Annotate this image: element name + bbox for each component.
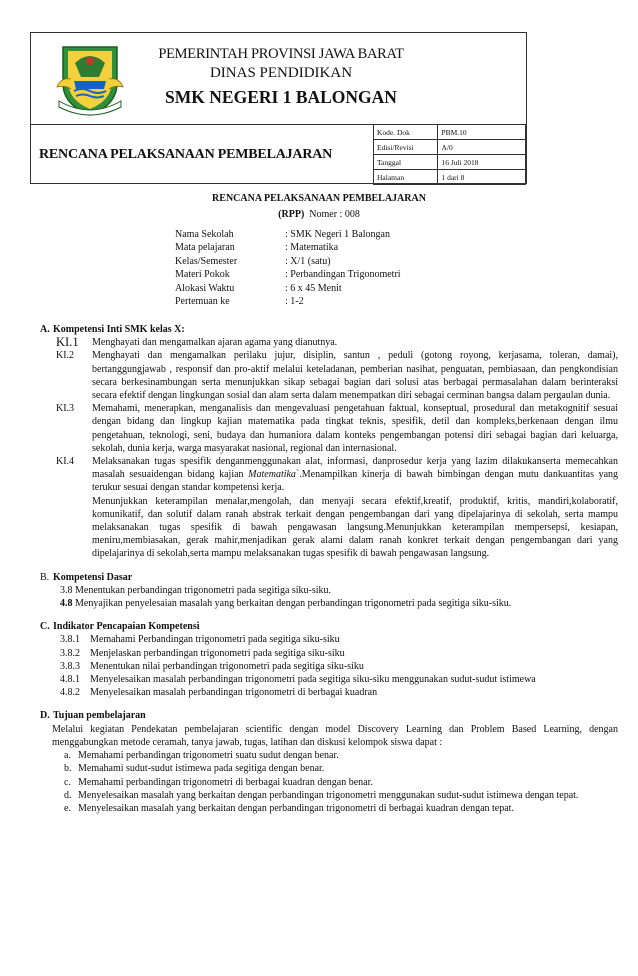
- document-header: [30, 32, 527, 184]
- ki-2: KI.2 Menghayati dan mengamalkan perilaku jujur, disiplin, santun , peduli (gotong royong, kerjasama, toleran, damai), bertanggungjawab , responsif dan pro-aktif melalui keteladanan, pemberian nasihat, penguatan, pembiasaan, dan pengkondisian secara berkesinambungan serta menunjukkan sikap sebagai bagian dari solusi atas berbagai permasalahan dalam berinteraksi secara efektif dengan lingkungan sosial dan alam serta dalam menempatkan diri sebagai cerminan bangsa dalam pergaulan dunia.: [56, 350, 618, 402]
- info-value: : Matematika: [285, 242, 339, 254]
- section-c-heading: C. Indikator Pencapaian Kompetensi: [40, 621, 200, 633]
- info-row: [175, 242, 401, 255]
- rpp-abbr: (RPP): [278, 209, 305, 220]
- objective-item: e. Menyelesaikan masalah yang berkaitan dengan perbandingan trigonometri di berbagai kuadran dengan tepat.: [64, 802, 514, 814]
- indicator-item: 3.8.2 Menjelaskan perbandingan trigonometri pada segitiga siku-siku: [60, 647, 345, 659]
- info-value: : X/1 (satu): [285, 255, 331, 267]
- agency-name: DINAS PENDIDIKAN: [209, 65, 353, 81]
- indicator-item: 3.8.1 Memahami Perbandingan trigonometri pada segitiga siku-siku: [60, 634, 340, 646]
- info-key: Pertemuan ke: [175, 295, 230, 307]
- meta-row: [374, 125, 526, 140]
- objective-item: b. Memahami sudut-sudut istimewa pada segitiga dengan benar.: [64, 763, 325, 775]
- institution-name: [141, 45, 421, 110]
- info-value: : SMK Negeri 1 Balongan: [285, 229, 390, 240]
- info-row: [175, 229, 401, 242]
- info-key: Alokasi Waktu: [175, 282, 235, 294]
- info-row: [175, 283, 401, 296]
- info-key: Nama Sekolah: [175, 229, 234, 240]
- school-name: SMK NEGERI 1 BALONGAN: [165, 87, 397, 107]
- rpp-number: [0, 209, 638, 220]
- meta-key: Kode. Dok: [374, 125, 438, 140]
- indicator-item: 4.8.1 Menyelesaikan masalah perbandingan trigonometri pada segitiga siku-siku menggunakan sudut-sudut istimewa: [60, 674, 536, 686]
- lesson-info-table: [175, 229, 401, 309]
- meta-value: 1 dari 8: [438, 170, 526, 185]
- objective-item: c. Memahami perbandingan trigonometri di berbagai kuadran dengan benar.: [64, 776, 373, 788]
- document-meta-table: [373, 124, 526, 185]
- objectives-intro: Melalui kegiatan Pendekatan pembelajaran scientific dengan model Discovery Learning dan Problem Based Learning, dengan menggabungkan metode ceramah, tanya jawab, tugas, latihan dan diskusi kelompok siswa dapat :: [52, 723, 618, 748]
- indicator-item: 4.8.2 Menyelesaikan masalah perbandingan trigonometri di berbagai kuadran: [60, 687, 378, 699]
- meta-key: Tanggal: [374, 155, 438, 170]
- meta-value: A/0: [438, 140, 526, 155]
- meta-value: 16 Juli 2018: [438, 155, 526, 170]
- meta-row: [374, 140, 526, 155]
- ki-1: KI.1 Menghayati dan mengamalkan ajaran agama yang dianutnya.: [56, 335, 338, 350]
- section-d: [40, 709, 618, 815]
- meta-value: PBM.10: [438, 125, 526, 140]
- indicator-item: 3.8.3 Menentukan nilai perbandingan trigonometri pada segitiga siku-siku: [60, 660, 364, 672]
- meta-key: Halaman: [374, 170, 438, 185]
- section-b-heading: B. Kompetensi Dasar: [40, 571, 133, 583]
- rpp-nomer: Nomer : 008: [309, 209, 360, 220]
- section-b: [40, 571, 618, 611]
- info-key: Kelas/Semester: [175, 255, 238, 267]
- info-key: Mata pelajaran: [175, 242, 235, 254]
- info-row: [175, 269, 401, 282]
- info-key: Materi Pokok: [175, 269, 230, 281]
- objective-item: a. Memahami perbandingan trigonometri suatu sudut dengan benar.: [64, 750, 339, 762]
- info-value: : 1-2: [285, 295, 304, 307]
- ki-3: KI.3 Memahami, menerapkan, menganalisis dan mengevaluasi pengetahuan faktual, konseptual, prosedural dan metakognitif sesuai dengan bidang dan lingkup kajian matematika pada tingkat teknis, spesifik, detil dan kompleks,berkenaan dengan ilmu pengetahuan, teknologi, seni, budaya dan humaniora dalam konteks pengembangan potensi diri sebagai bagian dari keluarga, sekolah, dunia kerja, warga masyarakat nasional, regional dan internasional.: [56, 403, 618, 454]
- section-c: [40, 620, 618, 699]
- info-value: : 6 x 45 Menit: [285, 282, 342, 294]
- info-value: : Perbandingan Trigonometri: [285, 269, 401, 281]
- section-a: [40, 323, 618, 561]
- document-title: RENCANA PELAKSANAAN PEMBELAJARAN: [39, 147, 333, 162]
- objective-item: d. Menyelesaikan masalah yang berkaitan dengan perbandingan trigonometri menggunakan sudut-sudut istimewa dengan tepat.: [64, 789, 579, 801]
- rpp-title: RENCANA PELAKSANAAN PEMBELAJARAN: [212, 193, 426, 204]
- document-body: [40, 323, 618, 815]
- meta-row: [374, 170, 526, 185]
- section-d-heading: D. Tujuan pembelajaran: [40, 710, 146, 722]
- jawa-barat-emblem-icon: [41, 43, 139, 119]
- meta-key: Edisi/Revisi: [374, 140, 438, 155]
- info-row: [175, 256, 401, 269]
- kd-3-8: 3.8 Menentukan perbandingan trigonometri pada segitiga siku-siku.: [60, 584, 332, 596]
- kd-4-8: 4.8 Menyajikan penyelesaian masalah yang berkaitan dengan perbandingan trigonometri pada segitiga siku-siku.: [60, 598, 512, 610]
- meta-row: [374, 155, 526, 170]
- ki-4: KI.4 Melaksanakan tugas spesifik denganmenggunakan alat, informasi, danprosedur kerja yang lazim dilakukanserta memecahkan masalah sesuaidengan bidang kajian Matematika`.Menampilkan kinerja di bawah bimbingan dengan mutu dankuantitas yang terukur sesuai dengan standar kompetensi kerja. Menunjukkan keterampilan menalar,mengolah, dan menyaji secara efektif,kreatif, produktif, kritis, mandiri,kolaboratif, komunikatif, dan solutif dalam ranah abstrak terkait dengan pengembangan dari yang dipelajarinya di sekolah, serta mampu melaksanakan tugas spesifik di bawah pengawasan langsung.Menunjukkan keterampilan mempersepsi, kesiapan, meniru,membiasakan, gerak mahir,menjadikan gerak alami dalam ranah konkret terkait dengan pengembangan dari yang dipelajarinya di sekolah,serta mampu melaksanakan tugas spesifik di bawah pengawasan langsung.: [56, 456, 619, 560]
- section-a-heading: A. Kompetensi Inti SMK kelas X:: [40, 324, 185, 335]
- info-row: [175, 296, 401, 309]
- province-name: PEMERINTAH PROVINSI JAWA BARAT: [158, 46, 404, 62]
